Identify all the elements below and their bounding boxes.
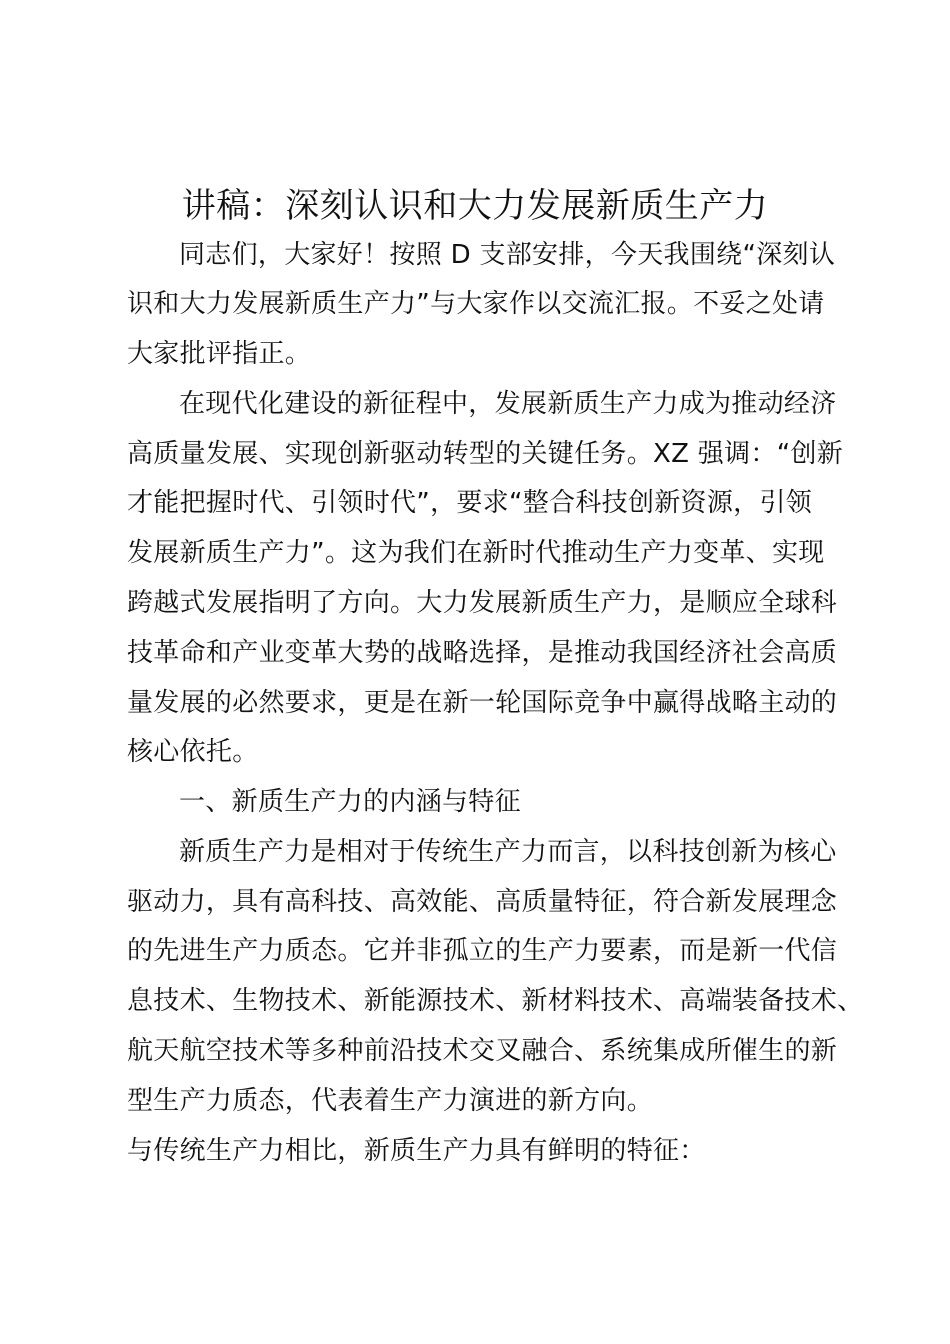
paragraph-line: 高质量发展、实现创新驱动转型的关键任务。XZ 强调：“创新 xyxy=(127,439,844,469)
paragraph-line: 与传统生产力相比，新质生产力具有鲜明的特征： xyxy=(127,1136,706,1166)
paragraph-line: 技革命和产业变革大势的战略选择，是推动我国经济社会高质 xyxy=(127,638,838,668)
paragraph-line: 驱动力，具有高科技、高效能、高质量特征，符合新发展理念 xyxy=(127,887,838,917)
paragraph-line: 大家批评指正。 xyxy=(127,339,312,369)
paragraph-line: 型生产力质态，代表着生产力演进的新方向。 xyxy=(127,1086,654,1116)
paragraph-line: 航天航空技术等多种前沿技术交叉融合、系统集成所催生的新 xyxy=(127,1036,838,1066)
document-title: 讲稿：深刻认识和大力发展新质生产力 xyxy=(181,186,769,226)
paragraph-line: 才能把握时代、引领时代”，要求“整合科技创新资源，引领 xyxy=(127,488,813,518)
paragraph-line: 跨越式发展指明了方向。大力发展新质生产力，是顺应全球科 xyxy=(127,588,838,618)
paragraph-line: 识和大力发展新质生产力”与大家作以交流汇报。不妥之处请 xyxy=(127,289,825,319)
paragraph-line: 发展新质生产力”。这为我们在新时代推动生产力变革、实现 xyxy=(127,538,825,568)
paragraph-line: 新质生产力是相对于传统生产力而言，以科技创新为核心 xyxy=(179,837,837,867)
paragraph-line: 核心依托。 xyxy=(127,737,259,767)
paragraph-line: 在现代化建设的新征程中，发展新质生产力成为推动经济 xyxy=(179,389,837,419)
paragraph-line: 同志们，大家好！按照 D 支部安排，今天我围绕“深刻认 xyxy=(179,240,836,270)
paragraph-line: 的先进生产力质态。它并非孤立的生产力要素，而是新一代信 xyxy=(127,936,838,966)
section-heading: 一、新质生产力的内涵与特征 xyxy=(179,787,521,817)
paragraph-line: 量发展的必然要求，更是在新一轮国际竞争中赢得战略主动的 xyxy=(127,688,838,718)
paragraph-line: 息技术、生物技术、新能源技术、新材料技术、高端装备技术、 xyxy=(127,986,864,1016)
